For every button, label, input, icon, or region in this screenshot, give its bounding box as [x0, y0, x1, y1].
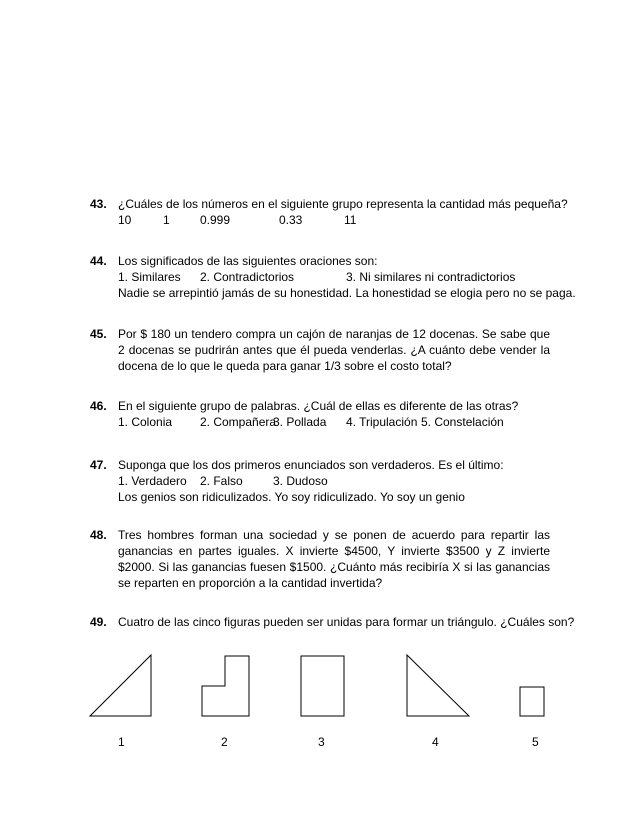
question-number: 43. — [90, 197, 107, 211]
option: 11 — [344, 213, 357, 227]
question-text: Los significados de las siguientes oraciones son: — [118, 254, 378, 268]
question-text: ¿Cuáles de los números en el siguiente grupo representa la cantidad más pequeña? — [118, 197, 568, 211]
option: 3. Dudoso — [273, 474, 328, 488]
option: 3. Ni similares ni contradictorios — [346, 270, 516, 284]
figures-area — [0, 650, 638, 770]
option: 2. Contradictorios — [200, 270, 295, 284]
option: 1. Similares — [118, 270, 181, 284]
option: 4. Tripulación — [346, 415, 418, 429]
question-text: Suponga que los dos primeros enunciados son verdaderos. Es el último: — [118, 458, 504, 472]
figure-5-small-square — [520, 687, 544, 716]
statement: Nadie se arrepintió jamás de su honestidad. La honestidad se elogia pero no se paga. — [118, 286, 576, 300]
option: 2. Falso — [200, 474, 243, 488]
question-text: Por $ 180 un tendero compra un cajón de naranjas de 12 docenas. Se sabe que 2 docenas se pudrirán antes que él pueda venderlas. ¿A cuánto debe vender la docena de lo que le queda para ganar 1/3 sobre el costo total? — [118, 327, 550, 373]
figure-label: 2 — [221, 735, 228, 749]
figure-3-rectangle — [301, 656, 344, 716]
question-text: En el siguiente grupo de palabras. ¿Cuál de ellas es diferente de las otras? — [118, 399, 519, 413]
question-number: 46. — [90, 399, 107, 413]
option: 1 — [163, 213, 170, 227]
figure-4-triangle — [407, 655, 469, 716]
option: 1. Colonia — [118, 415, 173, 429]
question-number: 44. — [90, 254, 107, 268]
statement: Los genios son ridiculizados. Yo soy ridiculizado. Yo soy un genio — [118, 490, 465, 504]
question-number: 48. — [90, 528, 107, 542]
option: 0.999 — [200, 213, 231, 227]
figure-label: 4 — [432, 735, 439, 749]
question-text: Cuatro de las cinco figuras pueden ser unidas para formar un triángulo. ¿Cuáles son? — [118, 615, 575, 629]
figures-svg — [0, 650, 638, 730]
question-number: 47. — [90, 458, 107, 472]
figure-label: 5 — [532, 735, 539, 749]
figure-2-l-shape — [202, 656, 249, 716]
option: 1. Verdadero — [118, 474, 187, 488]
option: 0.33 — [279, 213, 303, 227]
figure-1-triangle — [90, 655, 151, 716]
option: 5. Constelación — [421, 415, 504, 429]
question-text: Tres hombres forman una sociedad y se ponen de acuerdo para repartir las ganancias en partes iguales. X invierte $4500, Y invierte $3500 y Z invierte $2000. Si las ganancias fuesen $1500. ¿Cuánto más recibiría X si las ganancias se reparten en proporción a la cantidad invertida? — [118, 528, 550, 590]
question-number: 49. — [90, 615, 107, 629]
option: 3. Pollada — [273, 415, 327, 429]
option: 10 — [118, 213, 132, 227]
question-number: 45. — [90, 327, 107, 341]
figure-label: 1 — [118, 735, 125, 749]
option: 2. Compañera — [200, 415, 277, 429]
figure-label: 3 — [318, 735, 325, 749]
